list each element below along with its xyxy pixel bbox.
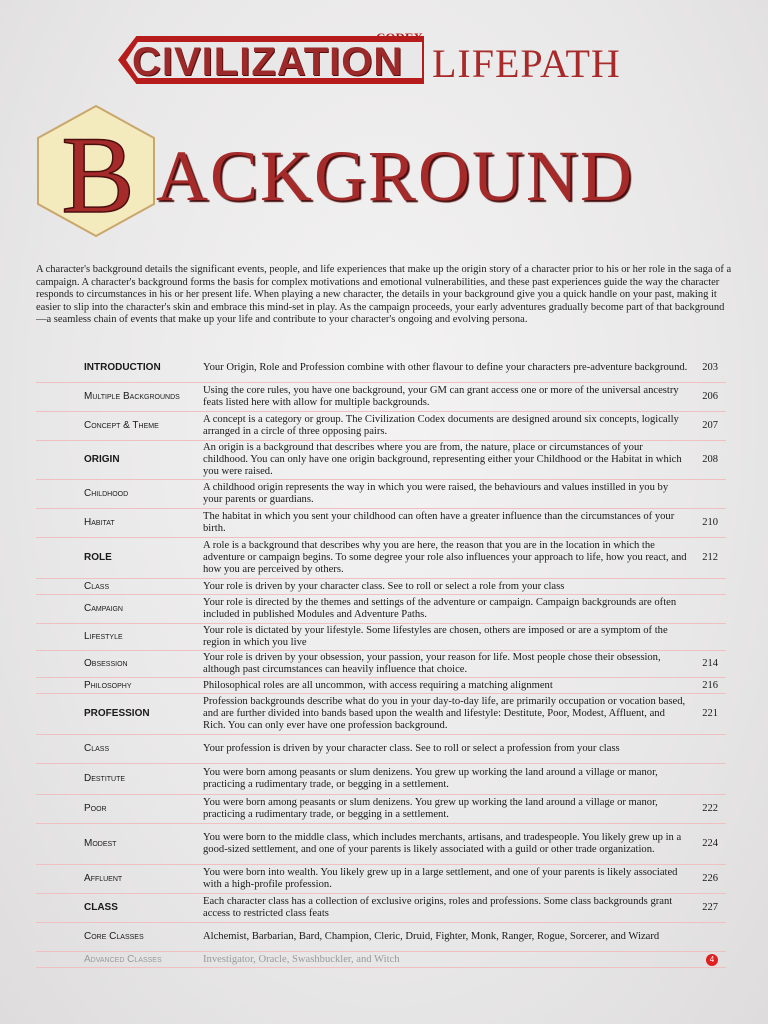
toc-entry-name: Habitat: [84, 517, 115, 529]
toc-row[interactable]: [36, 764, 726, 795]
toc-entry-name: Childhood: [84, 488, 129, 500]
toc-entry-page: 210: [702, 517, 718, 529]
toc-entry-description: Your role is dictated by your lifestyle. Some lifestyles are chosen, others are imposed or are a symptom of the region in which you live: [203, 625, 668, 648]
toc-entry-name: Poor: [84, 803, 107, 815]
toc-entry-page: 207: [702, 420, 718, 432]
title-initial-hexagon: [36, 104, 156, 238]
toc-row[interactable]: [36, 509, 726, 538]
toc-row[interactable]: [36, 480, 726, 509]
toc-entry-page: 224: [702, 838, 718, 850]
toc-entry-page: 214: [702, 658, 718, 670]
toc-entry-name: ROLE: [84, 552, 112, 564]
toc-entry-description: Using the core rules, you have one background, your GM can grant access one or more of the universal ancestry feats listed here with allow for multiple backgrounds.: [203, 385, 679, 408]
toc-row[interactable]: [36, 579, 726, 595]
toc-entry-name: Philosophy: [84, 679, 132, 691]
toc-entry-page: 203: [702, 362, 718, 374]
logo-lifepath-text: LIFEPATH: [432, 41, 621, 86]
toc-entry-page: 227: [702, 902, 718, 914]
toc-row[interactable]: [36, 441, 726, 480]
toc-entry-name: Modest: [84, 838, 117, 850]
toc-row[interactable]: [36, 952, 726, 968]
toc-entry-page: 208: [702, 454, 718, 466]
toc-row[interactable]: [36, 735, 726, 764]
toc-entry-description: Your role is driven by your character class. See to roll or select a role from your class: [203, 580, 565, 592]
toc-entry-description: You were born to the middle class, which includes merchants, artisans, and tradespeople. You likely grew up in a good-sized settlement, and one of your parents is likely associated with a guild or other trade organization.: [203, 832, 682, 855]
toc-entry-description: Your profession is driven by your character class. See to roll or select a profession from your class: [203, 743, 620, 755]
toc-entry-name: Class: [84, 580, 110, 592]
toc-entry-description: Investigator, Oracle, Swashbuckler, and Witch: [203, 953, 400, 965]
logo-codex-text: CODEX: [376, 30, 423, 45]
title-initial: B: [61, 114, 135, 236]
civilization-codex-logo: [118, 30, 658, 94]
toc-entry-page: [688, 954, 726, 966]
toc-entry-description: Your Origin, Role and Profession combine with other flavour to define your characters pre-adventure background.: [203, 362, 688, 374]
toc-row[interactable]: [36, 795, 726, 824]
toc-entry-name: CLASS: [84, 902, 118, 914]
toc-entry-name: Campaign: [84, 603, 123, 615]
toc-entry-description: A concept is a category or group. The Civilization Codex documents are designed around six concepts, logically arranged in a circle of three opposing pairs.: [203, 414, 679, 437]
toc-entry-description: Profession backgrounds describe what do you in your day-to-day life, are primarily occupation or vocation based, and are further divided into bands based upon the wealth and lifestyle: Destitute, Poor, Modest, Affluent, and Rich. You can only ever have one profession background.: [203, 696, 686, 731]
page-title: ACKGROUND: [156, 136, 635, 216]
toc-entry-page: 226: [702, 873, 718, 885]
toc-row[interactable]: [36, 923, 726, 952]
toc-entry-description: You were born among peasants or slum denizens. You grew up working the land around a village or manor, practicing a rudimentary trade, or begging in a settlement.: [203, 767, 658, 790]
contents-table: [36, 354, 726, 968]
toc-row[interactable]: [36, 412, 726, 441]
toc-row[interactable]: [36, 678, 726, 694]
toc-row[interactable]: [36, 538, 726, 579]
toc-entry-name: Advanced Classes: [84, 953, 162, 965]
toc-entry-name: PROFESSION: [84, 708, 150, 720]
toc-entry-description: Philosophical roles are all uncommon, with access requiring a matching alignment: [203, 679, 553, 691]
toc-entry-page: 222: [702, 803, 718, 815]
toc-entry-page: 206: [702, 391, 718, 403]
toc-row[interactable]: [36, 865, 726, 894]
toc-entry-name: Concept & Theme: [84, 420, 159, 432]
toc-entry-description: A role is a background that describes why you are here, the reason that you are in the location in which the adventure or campaign begins. To some degree your role also influences your approach to life, how you react, and how you are perceived by others.: [203, 540, 687, 575]
toc-entry-name: Destitute: [84, 773, 126, 785]
intro-paragraph: A character's background details the significant events, people, and life experiences that make up the origin story of a character prior to his or her role in the saga of a campaign. A character's background forms the basis for complex motivations and emotional vulnerabilities, and these past experiences guide the way the character responds to circumstances in his or her present life. When playing a new character, the details in your background give you a quick handle on your past, making it easier to slip into the character's skin and embrace this mind-set in play. As the campaign proceeds, your early adventures gradually become part of that background—a seamless chain of events that make up your life and contribute to your character's ongoing and evolving persona.: [36, 264, 732, 326]
toc-entry-page: 221: [702, 708, 718, 720]
toc-entry-description: A childhood origin represents the way in which you were raised, the behaviours and values instilled in you by your parents or guardians.: [203, 482, 669, 505]
toc-row[interactable]: [36, 595, 726, 624]
toc-entry-description: Your role is directed by the themes and settings of the adventure or campaign. Campaign backgrounds are often included in published Modules and Adventure Paths.: [203, 597, 677, 620]
toc-entry-name: Class: [84, 743, 110, 755]
toc-entry-description: An origin is a background that describes where you are from, the nature, place or circumstances of your childhood. You can only have one origin background, representing either your Childhood or the Habitat in which you were raised.: [203, 442, 682, 477]
logo-civilization-text: CIVILIZATION: [132, 40, 404, 84]
toc-entry-name: Obsession: [84, 658, 128, 670]
toc-entry-description: You were born into wealth. You likely grew up in a large settlement, and one of your parents is likely associated with a high-profile profession.: [203, 867, 678, 890]
toc-row[interactable]: [36, 354, 726, 383]
toc-row[interactable]: [36, 624, 726, 651]
toc-entry-description: Alchemist, Barbarian, Bard, Champion, Cleric, Druid, Fighter, Monk, Ranger, Rogue, Sorcerer, and Wizard: [203, 931, 660, 943]
toc-entry-description: You were born among peasants or slum denizens. You grew up working the land around a village or manor, practicing a rudimentary trade, or begging in a settlement.: [203, 797, 658, 820]
toc-row[interactable]: [36, 894, 726, 923]
toc-row[interactable]: [36, 694, 726, 735]
toc-entry-description: The habitat in which you sent your childhood can often have a greater influence than the circumstances of your birth.: [203, 511, 675, 534]
toc-row[interactable]: [36, 383, 726, 412]
toc-row[interactable]: [36, 651, 726, 678]
toc-entry-description: Your role is driven by your obsession, your passion, your reason for life. Most people chose their obsession, although past circumstances can heavily influence that choice.: [203, 652, 661, 675]
toc-entry-name: Multiple Backgrounds: [84, 391, 180, 403]
toc-entry-name: Lifestyle: [84, 631, 123, 643]
toc-entry-page: 216: [702, 679, 718, 691]
page-number-badge: 4: [706, 954, 718, 966]
toc-entry-name: Core Classes: [84, 931, 144, 943]
toc-entry-description: Each character class has a collection of exclusive origins, roles and professions. Some class backgrounds grant access to restricted class feats: [203, 896, 673, 919]
toc-entry-name: INTRODUCTION: [84, 362, 161, 374]
toc-entry-name: Affluent: [84, 873, 123, 885]
toc-entry-page: 212: [702, 552, 718, 564]
toc-entry-name: ORIGIN: [84, 454, 120, 466]
toc-row[interactable]: [36, 824, 726, 865]
